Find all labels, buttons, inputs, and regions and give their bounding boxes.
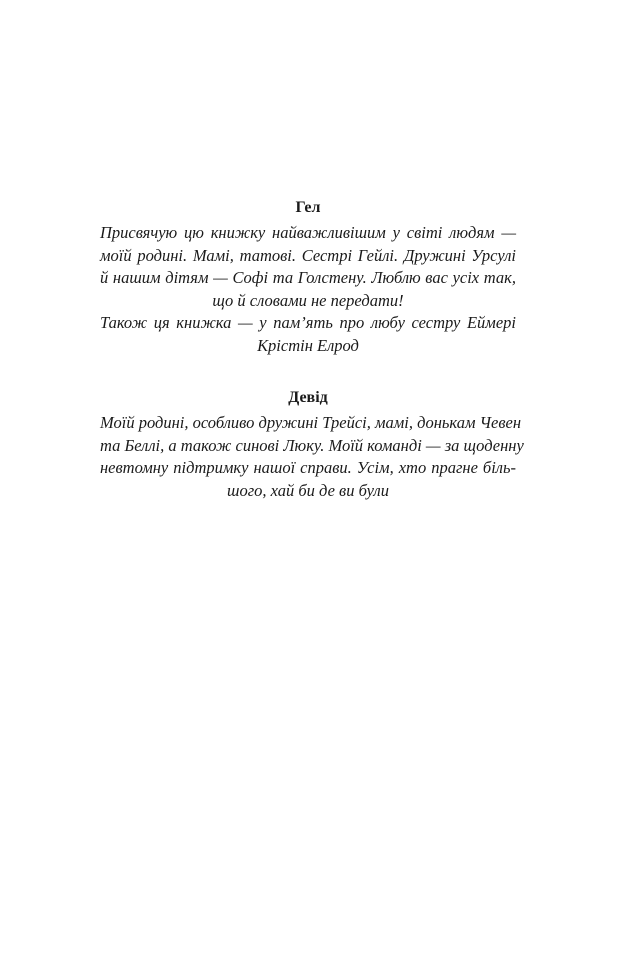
dedication-line: що й словами не передати! [212,290,404,310]
dedication-david [100,386,524,502]
dedication-line: моїй родині. Мамі, татові. Сестрі Гейлі. Дружині Урсулі [100,245,516,265]
dedication-line: Також ця книжка — у пам’ять про любу сестру Еймері [100,313,516,332]
dedication-hel [100,196,516,357]
dedication-line: та Беллі, а також синові Люку. Моїй команді — за щоденну [100,435,524,455]
dedication-line: й нашим дітям — Софі та Голстену. Люблю вас усіх так, [100,268,516,287]
dedication-author-name: Гел [295,199,321,216]
dedication-line: шого, хай би де ви були [227,480,389,500]
dedication-author-name: Девід [288,389,328,406]
dedication-line: Крістін Елрод [257,335,359,355]
dedication-line: невтомну підтримку нашої справи. Усім, хто прагне біль- [100,458,516,477]
dedication-line: Присвячую цю книжку найважливішим у світі людям — [100,223,516,242]
dedication-line: Моїй родині, особливо дружині Трейсі, мамі, донькам Чевен [100,413,522,432]
